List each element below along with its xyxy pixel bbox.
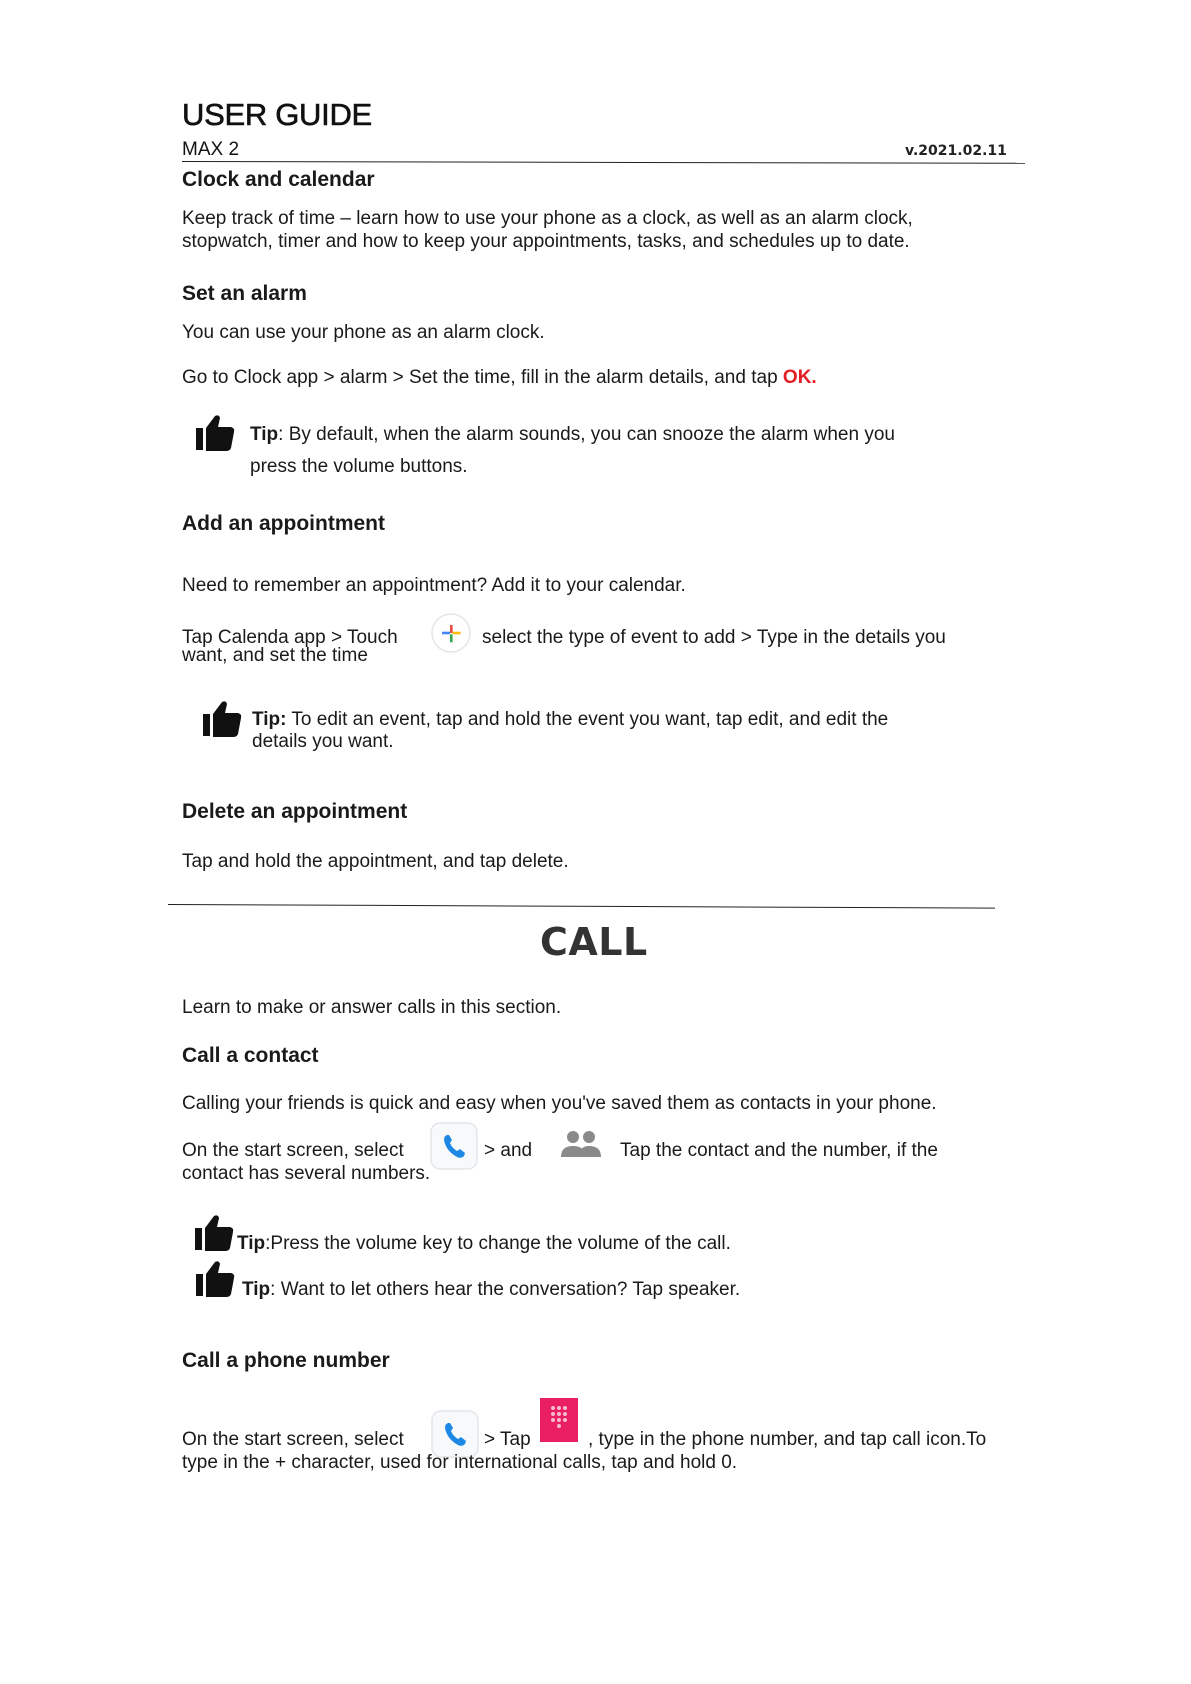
plus-icon[interactable]	[428, 612, 474, 656]
call-section-title: CALL	[540, 920, 648, 964]
alarm-line2	[182, 366, 817, 389]
call-number-step-part3: , type in the phone number, and tap call icon.To	[588, 1429, 987, 1450]
call-number-step-part1: On the start screen, select	[182, 1429, 404, 1450]
thumbs-up-icon	[195, 414, 235, 452]
call-number-step-line2: type in the + character, used for international calls, tap and hold 0.	[182, 1452, 738, 1473]
thumbs-up-icon	[194, 1214, 234, 1252]
contacts-icon[interactable]	[552, 1122, 610, 1170]
call-contact-step-part2: > and	[484, 1140, 533, 1161]
tip-text: : Want to let others hear the conversation? Tap speaker.	[270, 1279, 741, 1300]
appointment-tip-line1	[252, 708, 888, 731]
add-appointment-step-line2: want, and set the time	[182, 645, 368, 666]
call-contact-line1: Calling your friends is quick and easy when you've saved them as contacts in your phone.	[182, 1093, 937, 1114]
phone-icon[interactable]	[430, 1122, 478, 1170]
call-number-step-part2: > Tap	[484, 1429, 531, 1450]
section-divider	[168, 904, 995, 909]
delete-appointment-line1: Tap and hold the appointment, and tap delete.	[182, 851, 569, 872]
thumbs-up-icon	[195, 1260, 235, 1298]
add-appointment-line1: Need to remember an appointment? Add it to your calendar.	[182, 575, 686, 596]
tip-text: To edit an event, tap and hold the event you want, tap edit, and edit the	[286, 709, 889, 730]
clock-intro-line2: stopwatch, timer and how to keep your appointments, tasks, and schedules up to date.	[182, 231, 910, 252]
section-heading-call-contact: Call a contact	[182, 1044, 319, 1067]
call-tip2	[242, 1278, 740, 1301]
tip-text: :Press the volume key to change the volume of the call.	[265, 1233, 731, 1254]
model-name: MAX 2	[182, 139, 240, 160]
call-intro: Learn to make or answer calls in this section.	[182, 997, 562, 1018]
tip-text: : By default, when the alarm sounds, you can snooze the alarm when you	[278, 424, 895, 445]
tip-label: Tip	[250, 424, 279, 445]
dialpad-icon[interactable]	[540, 1398, 578, 1442]
version-label: v.2021.02.11	[905, 143, 1007, 159]
alarm-tip-line2: press the volume buttons.	[250, 456, 468, 477]
alarm-tip-line1	[250, 423, 895, 446]
thumbs-up-icon	[202, 700, 242, 738]
add-appointment-step-part1: Tap Calenda app > Touch	[182, 627, 398, 648]
section-heading-add-appointment: Add an appointment	[182, 512, 385, 535]
section-heading-clock: Clock and calendar	[182, 168, 375, 191]
add-appointment-step-part2: select the type of event to add > Type in the details you	[482, 627, 946, 648]
section-heading-delete-appointment: Delete an appointment	[182, 800, 408, 823]
call-contact-step-part1: On the start screen, select	[182, 1140, 404, 1161]
call-contact-step-line2: contact has several numbers.	[182, 1163, 431, 1184]
document-title: USER GUIDE	[182, 97, 372, 132]
header-divider	[182, 161, 1025, 164]
call-tip1	[237, 1232, 731, 1255]
ok-label: OK.	[782, 367, 817, 388]
section-heading-alarm: Set an alarm	[182, 282, 307, 305]
clock-intro-line1: Keep track of time – learn how to use your phone as a clock, as well as an alarm clock,	[182, 208, 913, 229]
tip-label: Tip	[237, 1233, 266, 1254]
section-heading-call-number: Call a phone number	[182, 1349, 390, 1372]
tip-label: Tip	[242, 1279, 271, 1300]
appointment-tip-line2: details you want.	[252, 731, 394, 752]
alarm-line1: You can use your phone as an alarm clock.	[182, 322, 545, 343]
call-contact-step-part3: Tap the contact and the number, if the	[620, 1140, 938, 1161]
alarm-instructions: Go to Clock app > alarm > Set the time, fill in the alarm details, and tap	[182, 367, 783, 388]
tip-label: Tip:	[252, 709, 287, 730]
